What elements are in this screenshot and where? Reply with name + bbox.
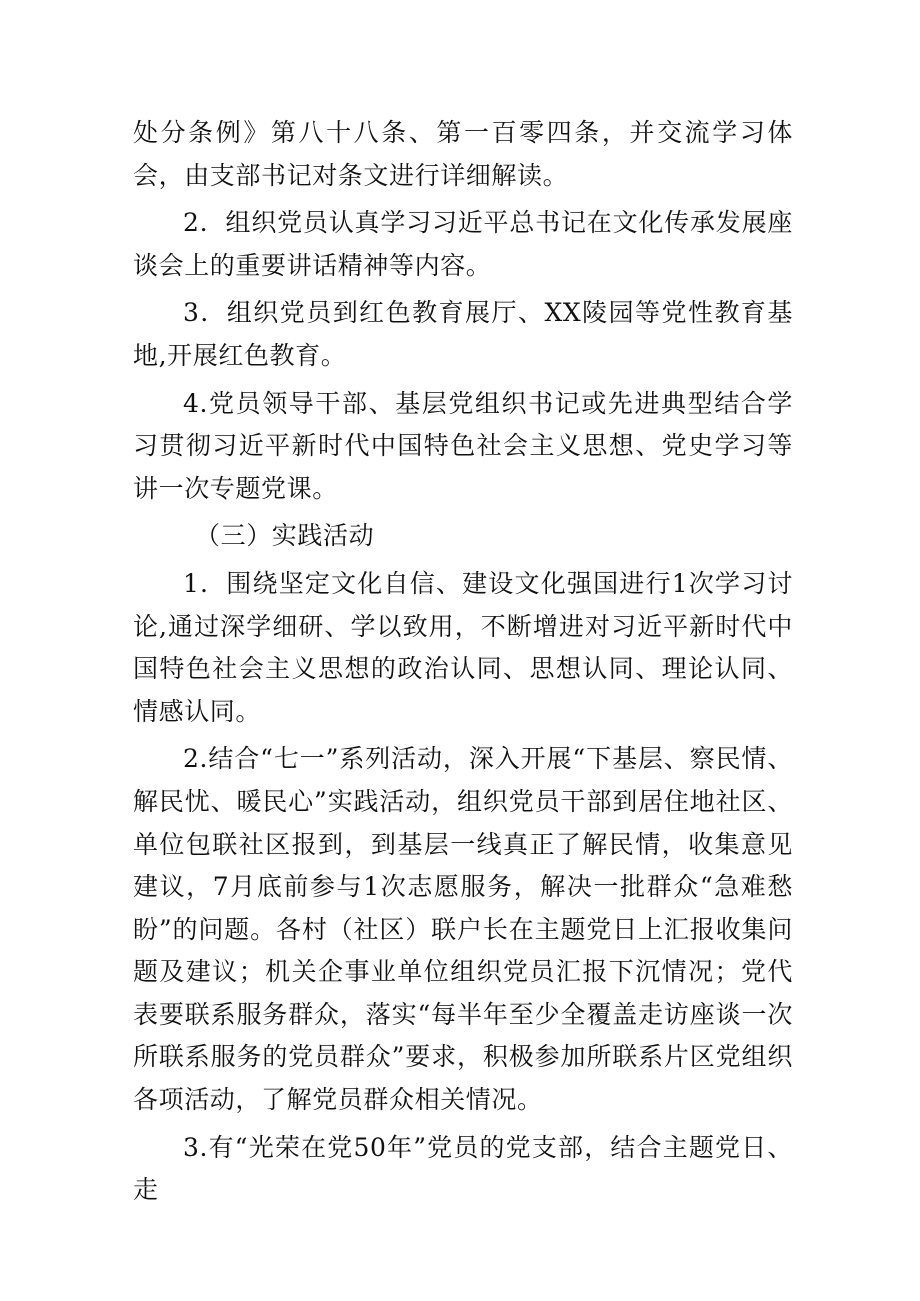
- paragraph-continuation: 处分条例》第八十八条、第一百零四条，并交流学习体会，由支部书记对条文进行详细解读。: [133, 118, 793, 190]
- paragraph-practice-3: 3.有“光荣在党50年”党员的党支部，结合主题党日、走: [133, 1132, 793, 1205]
- document-body: [133, 112, 793, 1217]
- paragraph-practice-1: 1．围绕坚定文化自信、建设文化强国进行1次学习讨论,通过深学细研、学以致用，不断增进对习近平新时代中国特色社会主义思想的政治认同、思想认同、理论认同、情感认同。: [133, 568, 793, 726]
- paragraph-item-2: 2．组织党员认真学习习近平总书记在文化传承发展座谈会上的重要讲话精神等内容。: [133, 208, 793, 280]
- paragraph-practice-2: 2.结合“七一”系列活动，深入开展“下基层、察民情、解民忧、暖民心”实践活动，组织党员干部到居住地社区、单位包联社区报到，到基层一线真正了解民情，收集意见建议，7月底前参与1次志愿服务，解决一批群众“急难愁盼”的问题。各村（社区）联户长在主题党日上汇报收集问题及建议；机关企事业单位组织党员汇报下沉情况；党代表要联系服务群众，落实“每半年至少全覆盖走访座谈一次所联系服务的党员群众”要求，积极参加所联系片区党组织各项活动，了解党员群众相关情况。: [133, 744, 793, 1115]
- section-heading-practice: （三）实践活动: [195, 521, 375, 551]
- paragraph-item-3: 3．组织党员到红色教育展厅、XX陵园等党性教育基地,开展红色教育。: [133, 298, 793, 370]
- paragraph-item-4: 4.党员领导干部、基层党组织书记或先进典型结合学习贯彻习近平新时代中国特色社会主义思想、党史学习等讲一次专题党课。: [133, 388, 793, 503]
